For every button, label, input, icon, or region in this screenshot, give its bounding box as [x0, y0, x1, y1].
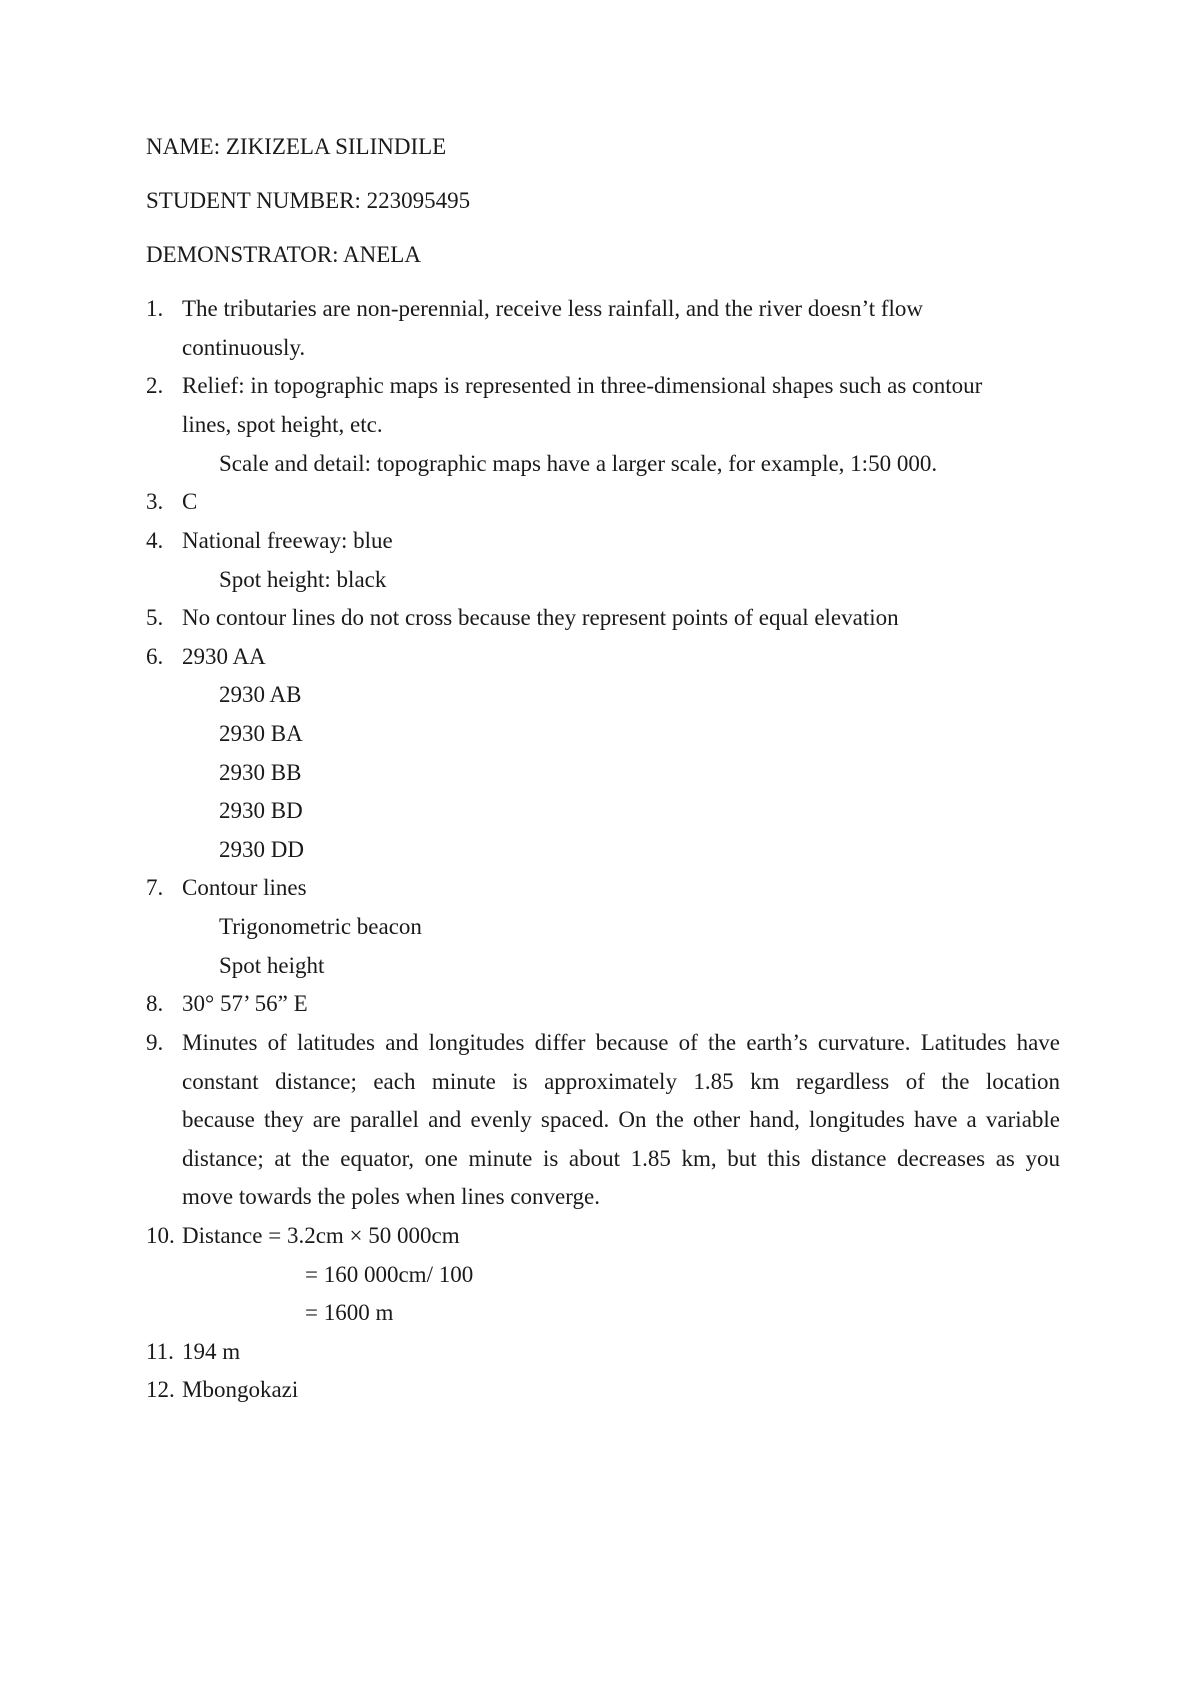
- answer-calculation: = 1600 m: [305, 1300, 394, 1325]
- answer-number: 1.: [146, 296, 164, 321]
- answer-text: Relief: in topographic maps is represented in three-dimensional shapes such as contour: [182, 373, 983, 398]
- answer-subtext: 2930 BB: [219, 760, 302, 785]
- answer-text: Mbongokazi: [182, 1377, 299, 1402]
- answer-number: 11.: [146, 1339, 174, 1364]
- answer-text: move towards the poles when lines converge.: [182, 1184, 600, 1209]
- answer-text: National freeway: blue: [182, 528, 393, 553]
- answer-subtext: Scale and detail: topographic maps have a larger scale, for example, 1:50 000.: [219, 451, 938, 476]
- answer-number: 12.: [146, 1377, 175, 1402]
- answer-text: Distance = 3.2cm × 50 000cm: [182, 1223, 460, 1248]
- answer-text: Contour lines: [182, 875, 307, 900]
- answer-text: because they are parallel and evenly spaced. On the other hand, longitudes have a variable: [182, 1107, 1060, 1132]
- answer-text: The tributaries are non-perennial, receive less rainfall, and the river doesn’t flow: [182, 296, 924, 321]
- answer-text: continuously.: [182, 335, 306, 360]
- answer-text: No contour lines do not cross because they represent points of equal elevation: [182, 605, 899, 630]
- answer-text: 194 m: [182, 1339, 241, 1364]
- answer-text: lines, spot height, etc.: [182, 412, 383, 437]
- student-number: STUDENT NUMBER: 223095495: [146, 188, 471, 213]
- student-name: NAME: ZIKIZELA SILINDILE: [146, 134, 447, 159]
- answer-text: Minutes of latitudes and longitudes differ because of the earth’s curvature. Latitudes have: [182, 1030, 1060, 1055]
- answer-number: 2.: [146, 373, 164, 398]
- answer-number: 3.: [146, 489, 164, 514]
- answer-number: 9.: [146, 1030, 164, 1055]
- answer-text: distance; at the equator, one minute is about 1.85 km, but this distance decreases as you: [182, 1146, 1060, 1171]
- answer-text: C: [182, 489, 198, 514]
- answer-number: 5.: [146, 605, 164, 630]
- answer-subtext: Spot height: [219, 953, 325, 978]
- answer-subtext: 2930 AB: [219, 682, 302, 707]
- answer-subtext: 2930 DD: [219, 837, 304, 862]
- answer-text: constant distance; each minute is approximately 1.85 km regardless of the location: [182, 1069, 1060, 1094]
- answer-subtext: 2930 BA: [219, 721, 303, 746]
- demonstrator: DEMONSTRATOR: ANELA: [146, 242, 421, 267]
- answer-number: 7.: [146, 875, 164, 900]
- answer-number: 6.: [146, 644, 164, 669]
- answer-number: 10.: [146, 1223, 175, 1248]
- answer-number: 8.: [146, 991, 164, 1016]
- answer-subtext: 2930 BD: [219, 798, 303, 823]
- answer-text: 2930 AA: [182, 644, 266, 669]
- answer-subtext: Spot height: black: [219, 567, 387, 592]
- answer-subtext: Trigonometric beacon: [219, 914, 422, 939]
- answer-calculation: = 160 000cm/ 100: [305, 1262, 474, 1287]
- answer-number: 4.: [146, 528, 164, 553]
- answer-text: 30° 57’ 56” E: [182, 991, 308, 1016]
